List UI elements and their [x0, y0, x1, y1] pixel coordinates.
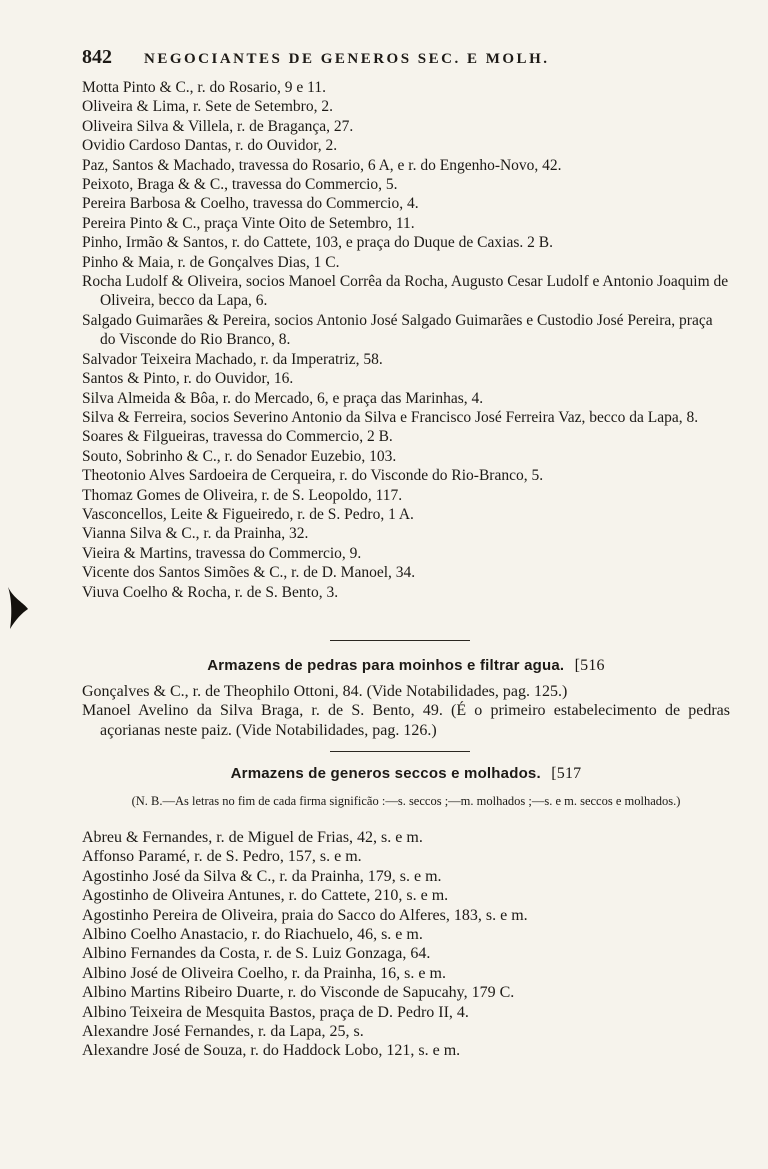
list-item: Vicente dos Santos Simões & C., r. de D. Manoel, 34. — [82, 564, 416, 582]
list-item: Pinho, Irmão & Santos, r. do Cattete, 103, e praça do Duque de Caxias. 2 B. — [82, 234, 553, 252]
margin-pointer-icon — [6, 585, 30, 631]
list-item: Vianna Silva & C., r. da Prainha, 32. — [82, 525, 309, 543]
section-divider — [330, 751, 470, 752]
list-item: Souto, Sobrinho & C., r. do Senador Euzebio, 103. — [82, 447, 397, 465]
list-item: Albino Fernandes da Costa, r. de S. Luiz Gonzaga, 64. — [82, 945, 431, 963]
list-item: Santos & Pinto, r. do Ouvidor, 16. — [82, 370, 294, 388]
list-item: Pinho & Maia, r. de Gonçalves Dias, 1 C. — [82, 253, 340, 271]
list-item: Albino Martins Ribeiro Duarte, r. do Visconde de Sapucahy, 179 C. — [82, 984, 515, 1002]
list-item: Gonçalves & C., r. de Theophilo Ottoni, 84. (Vide Notabilidades, pag. 125.) — [82, 683, 568, 700]
abbreviation-note: (N. B.—As letras no fim de cada firma significão :—s. seccos ;—m. molhados ;—s. e m. seccos e molhados.) — [131, 794, 681, 808]
list-item: Albino Coelho Anastacio, r. do Riachuelo, 46, s. e m. — [82, 926, 423, 944]
list-item: Oliveira Silva & Villela, r. de Bragança, 27. — [82, 117, 354, 135]
section-number: [516 — [574, 657, 605, 674]
list-item: Agostinho Pereira de Oliveira, praia do Sacco do Alferes, 183, s. e m. — [82, 906, 528, 924]
list-item: Affonso Paramé, r. de S. Pedro, 157, s. e m. — [82, 848, 362, 866]
list-item: Ovidio Cardoso Dantas, r. do Ouvidor, 2. — [82, 137, 338, 155]
list-item: Rocha Ludolf & Oliveira, socios Manoel Corrêa da Rocha, Augusto Cesar Ludolf e Antonio Joaquim de Oliveira, becco da Lapa, 6. — [82, 273, 729, 310]
section-title: Armazens de generos seccos e molhados. — [230, 765, 541, 782]
section-divider — [330, 640, 470, 641]
generos-list — [82, 828, 730, 1061]
list-item: Agostinho José da Silva & C., r. da Prainha, 179, s. e m. — [82, 867, 442, 885]
list-item: Silva Almeida & Bôa, r. do Mercado, 6, e praça das Marinhas, 4. — [82, 389, 484, 407]
section-heading-generos — [82, 765, 730, 783]
list-item: Agostinho de Oliveira Antunes, r. do Cattete, 210, s. e m. — [82, 887, 449, 905]
list-item: Peixoto, Braga & & C., travessa do Commercio, 5. — [82, 176, 398, 194]
list-item: Abreu & Fernandes, r. de Miguel de Frias, 42, s. e m. — [82, 829, 423, 846]
list-item: Pereira Pinto & C., praça Vinte Oito de Setembro, 11. — [82, 214, 415, 232]
list-item: Manoel Avelino da Silva Braga, r. de S. Bento, 49. (É o primeiro estabelecimento de pedras açorianas neste paiz. (Vide Notabilidades, pag. 126.) — [82, 702, 730, 739]
merchant-list-continued — [82, 78, 730, 602]
list-item: Vasconcellos, Leite & Figueiredo, r. de S. Pedro, 1 A. — [82, 505, 414, 523]
list-item: Alexandre José de Souza, r. do Haddock Lobo, 121, s. e m. — [82, 1042, 461, 1060]
list-item: Salvador Teixeira Machado, r. da Imperatriz, 58. — [82, 350, 383, 368]
list-item: Soares & Filgueiras, travessa do Commercio, 2 B. — [82, 428, 393, 446]
page-header-title: NEGOCIANTES DE GENEROS SEC. E MOLH. — [144, 51, 550, 67]
list-item: Alexandre José Fernandes, r. da Lapa, 25, s. — [82, 1023, 364, 1041]
list-item: Motta Pinto & C., r. do Rosario, 9 e 11. — [82, 79, 326, 96]
list-item: Paz, Santos & Machado, travessa do Rosario, 6 A, e r. do Engenho-Novo, 42. — [82, 156, 562, 174]
list-item: Pereira Barbosa & Coelho, travessa do Commercio, 4. — [82, 195, 419, 213]
list-item: Theotonio Alves Sardoeira de Cerqueira, r. do Visconde do Rio-Branco, 5. — [82, 467, 544, 485]
list-item: Vieira & Martins, travessa do Commercio, 9. — [82, 544, 362, 562]
section-number: [517 — [551, 765, 582, 782]
pedras-list — [82, 682, 730, 740]
list-item: Albino José de Oliveira Coelho, r. da Prainha, 16, s. e m. — [82, 964, 446, 982]
list-item: Thomaz Gomes de Oliveira, r. de S. Leopoldo, 117. — [82, 486, 403, 504]
list-item: Albino Teixeira de Mesquita Bastos, praça de D. Pedro II, 4. — [82, 1003, 469, 1021]
running-head — [82, 46, 642, 72]
list-item: Oliveira & Lima, r. Sete de Setembro, 2. — [82, 98, 333, 116]
list-item: Viuva Coelho & Rocha, r. de S. Bento, 3. — [82, 583, 339, 601]
page-number: 842 — [82, 46, 112, 68]
section-heading-pedras — [82, 657, 730, 675]
list-item: Salgado Guimarães & Pereira, socios Antonio José Salgado Guimarães e Custodio José Pereira, praça do Visconde do Rio Branco, 8. — [82, 311, 713, 349]
section-title: Armazens de pedras para moinhos e filtrar agua. — [207, 657, 565, 674]
list-item: Silva & Ferreira, socios Severino Antonio da Silva e Francisco José Ferreira Vaz, becco da Lapa, 8. — [82, 408, 699, 426]
